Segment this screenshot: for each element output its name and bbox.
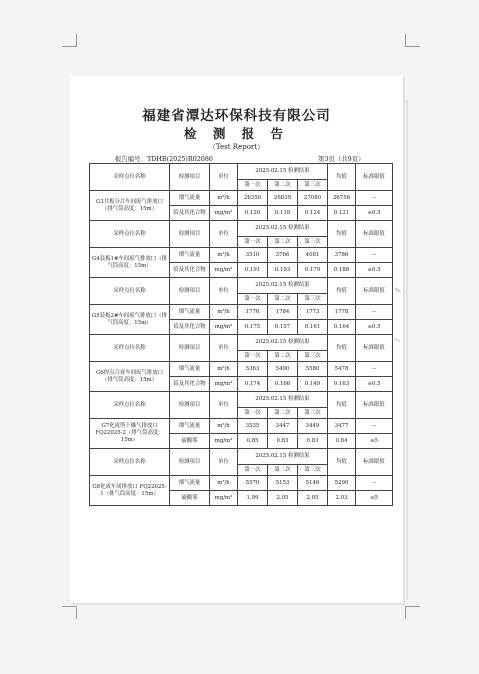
value-run-2: 1784: [268, 305, 298, 320]
header-run: 第二次: [268, 294, 298, 305]
header-run: 第二次: [268, 351, 298, 362]
unit: mg/m³: [210, 263, 238, 278]
test-item: 烟气流量: [170, 305, 210, 320]
test-item: 铅及其化合物: [170, 320, 210, 335]
test-item: 烟气流量: [170, 419, 210, 434]
value-run-1: 3535: [238, 419, 268, 434]
header-unit: 单位: [210, 449, 238, 476]
table-row: [90, 476, 393, 491]
table-header-row: [90, 221, 393, 237]
value-run-1: 0.175: [238, 320, 268, 335]
value-run-2: 5490: [268, 362, 298, 377]
value-average: 1778: [328, 305, 356, 320]
value-run-3: 3449: [298, 419, 328, 434]
table-row: [90, 305, 393, 320]
test-item: 铅及其化合物: [170, 263, 210, 278]
standard-limit: ≤5: [356, 491, 393, 506]
unit: mg/m³: [210, 377, 238, 392]
value-run-1: 0.120: [238, 206, 268, 221]
value-run-2: 0.157: [268, 320, 298, 335]
test-item: 烟气流量: [170, 191, 210, 206]
header-unit: 单位: [210, 164, 238, 191]
results-table: [89, 163, 393, 506]
value-run-2: 0.193: [268, 263, 298, 278]
value-run-1: 0.191: [238, 263, 268, 278]
value-run-2: 3447: [268, 419, 298, 434]
header-average: 均值: [328, 449, 356, 476]
value-run-2: 26839: [268, 191, 298, 206]
header-test-item: 检测项目: [170, 164, 210, 191]
header-result-date: 2025.02.15 检测结果: [238, 449, 328, 465]
value-run-2: 2.05: [268, 491, 298, 506]
value-run-2: 0.166: [268, 377, 298, 392]
header-unit: 单位: [210, 221, 238, 248]
header-limit: 标准限值: [356, 278, 393, 305]
header-run: 第三次: [298, 465, 328, 476]
value-run-1: 1776: [238, 305, 268, 320]
test-item: 硫酸雾: [170, 434, 210, 449]
header-run: 第一次: [238, 465, 268, 476]
header-test-item: 检测项目: [170, 392, 210, 419]
scan-edge-right: [406, 100, 408, 600]
header-limit: 标准限值: [356, 392, 393, 419]
header-run: 第一次: [238, 237, 268, 248]
header-point-name: 采样点位名称: [90, 164, 170, 191]
standard-limit: --: [356, 362, 393, 377]
header-run: 第二次: [268, 180, 298, 191]
sampling-point: G3共板分片车间废气排放口（排气筒高度：15m）: [90, 191, 170, 221]
value-run-3: 0.161: [298, 320, 328, 335]
test-item: 烟气流量: [170, 362, 210, 377]
test-item: 铅及其化合物: [170, 377, 210, 392]
value-run-2: 0.83: [268, 434, 298, 449]
value-run-3: 0.83: [298, 434, 328, 449]
header-test-item: 检测项目: [170, 335, 210, 362]
standard-limit: ≤0.5: [356, 206, 393, 221]
scan-mark: ⁄: [392, 339, 401, 341]
header-run: 第三次: [298, 408, 328, 419]
sampling-point: G4装板1#车间废气排放口（排气筒高度：15m）: [90, 248, 170, 278]
standard-limit: ≤5: [356, 434, 393, 449]
header-unit: 单位: [210, 335, 238, 362]
table-header-row: [90, 278, 393, 294]
value-run-3: 27080: [298, 191, 328, 206]
sampling-point: G5装板2#车间废气排放口（排气筒高度：15m）: [90, 305, 170, 335]
header-point-name: 采样点位名称: [90, 335, 170, 362]
value-run-3: 5580: [298, 362, 328, 377]
value-average: 3786: [328, 248, 356, 263]
header-run: 第二次: [268, 465, 298, 476]
table-row: [90, 362, 393, 377]
header-result-date: 2025.02.15 检测结果: [238, 278, 328, 294]
header-run: 第三次: [298, 237, 328, 248]
report-title: 检 测 报 告: [183, 126, 290, 141]
company-name: 福建省潭达环保科技有限公司: [142, 108, 331, 124]
value-average: 0.121: [328, 206, 356, 221]
header-run: 第三次: [298, 294, 328, 305]
value-average: 2.03: [328, 491, 356, 506]
table-header-row: [90, 164, 393, 180]
sampling-point: G6焊点合膏车间废气排放口（排气筒高度：15m）: [90, 362, 170, 392]
unit: m³/h: [210, 419, 238, 434]
header-test-item: 检测项目: [170, 221, 210, 248]
test-item: 烟气流量: [170, 248, 210, 263]
test-item: 铅及其化合物: [170, 206, 210, 221]
standard-limit: --: [356, 476, 393, 491]
header-point-name: 采样点位名称: [90, 221, 170, 248]
header-point-name: 采样点位名称: [90, 278, 170, 305]
value-run-1: 5363: [238, 362, 268, 377]
table-header-row: [90, 335, 393, 351]
header-average: 均值: [328, 335, 356, 362]
value-run-3: 5146: [298, 476, 328, 491]
crop-mark-bottom-right: [405, 606, 420, 619]
value-average: 0.188: [328, 263, 356, 278]
standard-limit: --: [356, 419, 393, 434]
unit: mg/m³: [210, 491, 238, 506]
sampling-point: G7化成剪干燥气排放口 FQ22025-2（排气筒高度：15m）: [90, 419, 170, 449]
value-run-1: 3510: [238, 248, 268, 263]
standard-limit: ≤0.5: [356, 320, 393, 335]
value-average: 26756: [328, 191, 356, 206]
value-average: 0.84: [328, 434, 356, 449]
value-run-2: 3766: [268, 248, 298, 263]
value-run-1: 26350: [238, 191, 268, 206]
value-run-3: 0.149: [298, 377, 328, 392]
crop-mark-bottom-left: [62, 606, 77, 619]
header-limit: 标准限值: [356, 449, 393, 476]
header-test-item: 检测项目: [170, 278, 210, 305]
standard-limit: --: [356, 191, 393, 206]
header-unit: 单位: [210, 278, 238, 305]
value-run-3: 0.124: [298, 206, 328, 221]
header-limit: 标准限值: [356, 221, 393, 248]
header-point-name: 采样点位名称: [90, 392, 170, 419]
table-row: [90, 191, 393, 206]
header-run: 第二次: [268, 408, 298, 419]
test-item: 硫酸雾: [170, 491, 210, 506]
value-run-3: 4081: [298, 248, 328, 263]
value-average: 3477: [328, 419, 356, 434]
table-row: [90, 248, 393, 263]
value-average: 0.163: [328, 377, 356, 392]
unit: m³/h: [210, 476, 238, 491]
header-average: 均值: [328, 392, 356, 419]
header-average: 均值: [328, 221, 356, 248]
unit: m³/h: [210, 362, 238, 377]
table-row: [90, 419, 393, 434]
crop-mark-top-left: [62, 34, 77, 47]
header-limit: 标准限值: [356, 335, 393, 362]
header-run: 第二次: [268, 237, 298, 248]
header-run: 第一次: [238, 180, 268, 191]
unit: m³/h: [210, 191, 238, 206]
header-result-date: 2025.02.15 检测结果: [238, 221, 328, 237]
unit: m³/h: [210, 248, 238, 263]
value-run-1: 0.174: [238, 377, 268, 392]
value-average: 0.164: [328, 320, 356, 335]
sampling-point: G8化成车间排放口 FQ22025-1（排气筒高度：15m）: [90, 476, 170, 506]
value-run-3: 2.05: [298, 491, 328, 506]
value-run-1: 5570: [238, 476, 268, 491]
standard-limit: --: [356, 248, 393, 263]
test-item: 烟气流量: [170, 476, 210, 491]
crop-mark-top-right: [405, 34, 420, 47]
standard-limit: ≤0.5: [356, 263, 393, 278]
header-point-name: 采样点位名称: [90, 449, 170, 476]
report-subtitle: （Test Report）: [208, 143, 265, 151]
header-unit: 单位: [210, 392, 238, 419]
header-result-date: 2025.02.15 检测结果: [238, 392, 328, 408]
value-run-3: 1773: [298, 305, 328, 320]
header-average: 均值: [328, 278, 356, 305]
scan-mark: ⁄⁄: [393, 288, 402, 292]
table-header-row: [90, 449, 393, 465]
table-header-row: [90, 392, 393, 408]
standard-limit: ≤0.5: [356, 377, 393, 392]
value-run-1: 1.99: [238, 491, 268, 506]
header-limit: 标准限值: [356, 164, 393, 191]
value-run-1: 0.85: [238, 434, 268, 449]
header-run: 第一次: [238, 408, 268, 419]
value-run-2: 5153: [268, 476, 298, 491]
unit: mg/m³: [210, 320, 238, 335]
header-run: 第一次: [238, 351, 268, 362]
header-average: 均值: [328, 164, 356, 191]
page-indicator: 第3页（共9页）: [318, 155, 365, 163]
header-test-item: 检测项目: [170, 449, 210, 476]
header-run: 第三次: [298, 351, 328, 362]
value-average: 5478: [328, 362, 356, 377]
header-run: 第三次: [298, 180, 328, 191]
standard-limit: --: [356, 305, 393, 320]
report-number: 报告编号：TDHB(2025)R02086: [115, 155, 213, 163]
value-run-3: 0.179: [298, 263, 328, 278]
unit: mg/m³: [210, 206, 238, 221]
value-run-2: 0.118: [268, 206, 298, 221]
unit: m³/h: [210, 305, 238, 320]
header-result-date: 2025.02.15 检测结果: [238, 164, 328, 180]
value-average: 5290: [328, 476, 356, 491]
header-result-date: 2025.02.15 检测结果: [238, 335, 328, 351]
header-run: 第一次: [238, 294, 268, 305]
unit: mg/m³: [210, 434, 238, 449]
